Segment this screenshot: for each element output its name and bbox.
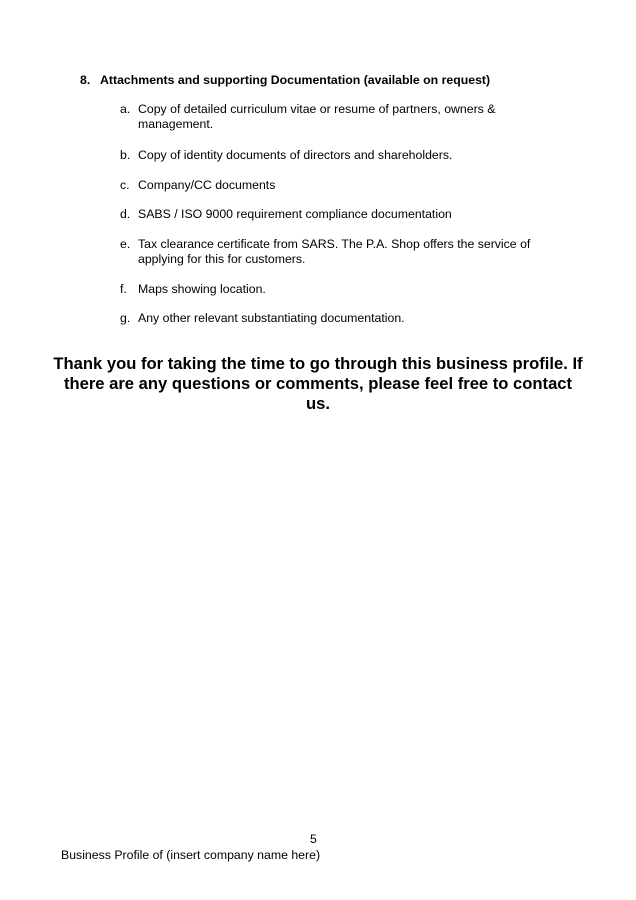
list-item-text: Tax clearance certificate from SARS. The P.A. Shop offers the service of applying for this for customers. [138, 237, 531, 266]
section-title: Attachments and supporting Documentation (available on request) [100, 73, 491, 87]
list-item [120, 148, 560, 163]
list-item [120, 311, 560, 326]
page-footer: Business Profile of (insert company name here) [61, 848, 321, 862]
list-marker: a. [120, 102, 131, 116]
list-item [120, 102, 560, 132]
list-item-text: Copy of identity documents of directors and shareholders. [138, 148, 453, 162]
list-item [120, 282, 560, 297]
list-item-text: Any other relevant substantiating documentation. [138, 311, 405, 325]
list-item [120, 178, 560, 193]
list-marker: c. [120, 178, 130, 192]
list-item [120, 237, 560, 267]
list-item-text: Company/CC documents [138, 178, 276, 192]
page-number: 5 [310, 832, 317, 846]
closing-message: Thank you for taking the time to go through this business profile. If there are any questions or comments, please feel free to contact us. [53, 354, 583, 413]
list-item-text: Copy of detailed curriculum vitae or resume of partners, owners & management. [138, 102, 496, 131]
list-marker: b. [120, 148, 131, 162]
list-item-text: SABS / ISO 9000 requirement compliance documentation [138, 207, 452, 221]
list-item [120, 207, 560, 222]
list-marker: e. [120, 237, 131, 251]
section-number: 8. [80, 73, 91, 87]
list-item-text: Maps showing location. [138, 282, 266, 296]
list-marker: f. [120, 282, 127, 296]
section-heading [80, 73, 490, 87]
list-marker: d. [120, 207, 131, 221]
list-marker: g. [120, 311, 131, 325]
